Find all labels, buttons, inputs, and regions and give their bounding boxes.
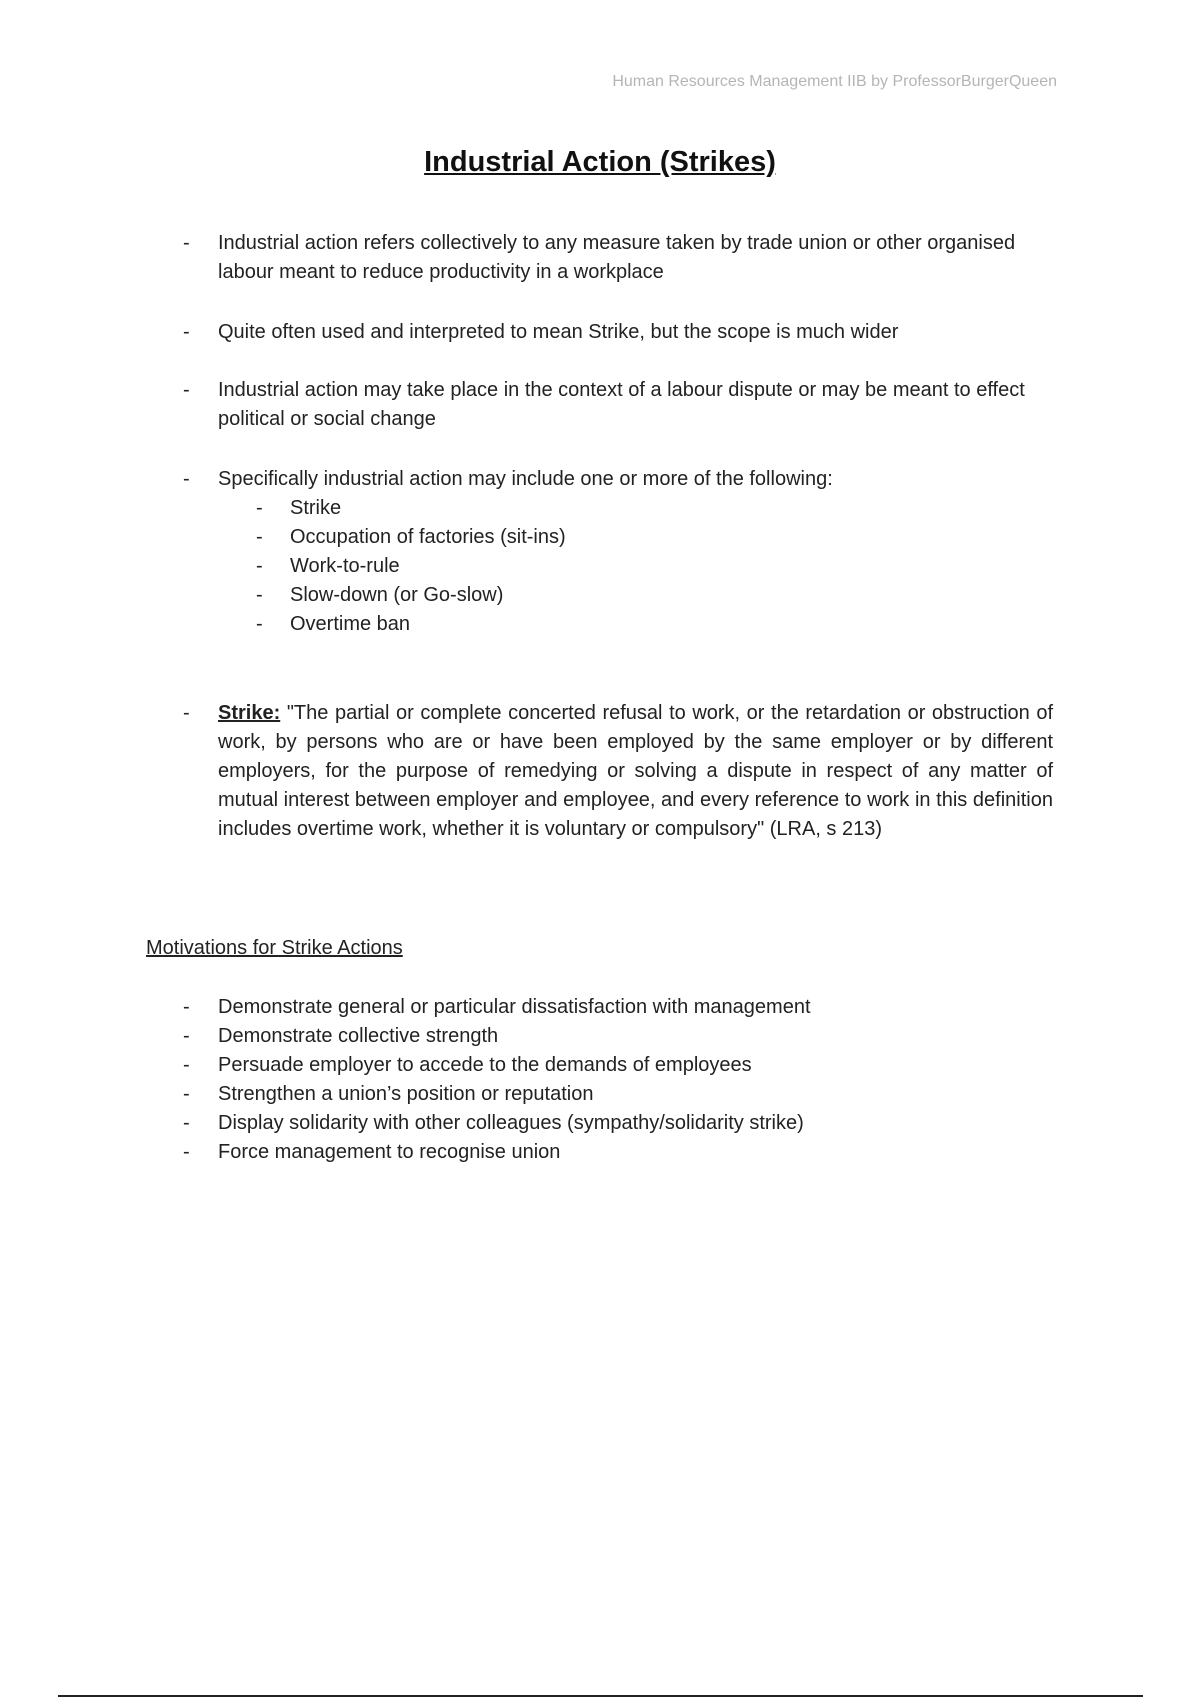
- sub-list-item: Occupation of factories (sit-ins): [290, 526, 566, 548]
- bullet-marker: -: [183, 232, 190, 254]
- motivation-item: Display solidarity with other colleagues (sympathy/solidarity strike): [218, 1112, 804, 1134]
- motivation-item: Strengthen a union’s position or reputation: [218, 1083, 594, 1105]
- page-header-note: Human Resources Management IIB by ProfessorBurgerQueen: [612, 73, 1057, 90]
- bullet-marker: -: [183, 379, 190, 401]
- sub-bullet-marker: -: [256, 555, 263, 577]
- sub-bullet-marker: -: [256, 526, 263, 548]
- bullet-marker: -: [183, 1054, 190, 1076]
- sub-list-item: Slow-down (or Go-slow): [290, 584, 504, 606]
- strike-definition-text: "The partial or complete concerted refusal to work, or the retardation or obstruction of work, by persons who are or have been employed by the same employer or by different employers, for the purpose of remedying or solving a dispute in respect of any matter of mutual interest between employer and employee, and every reference to work in this definition includes overtime work, whether it is voluntary or compulsory" (LRA, s 213): [218, 702, 1054, 840]
- bullet-marker: -: [183, 1025, 190, 1047]
- sub-list-item: Strike: [290, 497, 342, 519]
- sub-list-item: Overtime ban: [290, 613, 411, 635]
- bullet-marker: -: [183, 1112, 190, 1134]
- motivation-item: Force management to recognise union: [218, 1141, 561, 1163]
- bullet-item-definition: Industrial action refers collectively to any measure taken by trade union or other organised labour meant to reduce productivity in a workplace: [218, 232, 1016, 283]
- bullet-marker: -: [183, 468, 190, 490]
- strike-term: Strike:: [218, 702, 281, 724]
- motivation-item: Persuade employer to accede to the demands of employees: [218, 1054, 752, 1076]
- sub-list-item: Work-to-rule: [290, 555, 400, 577]
- strike-definition: [218, 699, 1053, 844]
- page-title: Industrial Action (Strikes): [424, 146, 776, 178]
- motivation-item: Demonstrate collective strength: [218, 1025, 499, 1047]
- bullet-marker: -: [183, 702, 190, 724]
- bullet-marker: -: [183, 321, 190, 343]
- section-heading-motivations: Motivations for Strike Actions: [146, 937, 403, 959]
- footer-divider: [58, 1695, 1143, 1697]
- bullet-marker: -: [183, 996, 190, 1018]
- bullet-item-context: Industrial action may take place in the context of a labour dispute or may be meant to effect political or social change: [218, 379, 1025, 430]
- bullet-item-forms-intro: Specifically industrial action may include one or more of the following:: [218, 468, 833, 490]
- bullet-marker: -: [183, 1141, 190, 1163]
- motivation-item: Demonstrate general or particular dissatisfaction with management: [218, 996, 811, 1018]
- sub-bullet-marker: -: [256, 497, 263, 519]
- sub-bullet-marker: -: [256, 584, 263, 606]
- sub-bullet-marker: -: [256, 613, 263, 635]
- bullet-item-scope: Quite often used and interpreted to mean Strike, but the scope is much wider: [218, 321, 899, 343]
- bullet-marker: -: [183, 1083, 190, 1105]
